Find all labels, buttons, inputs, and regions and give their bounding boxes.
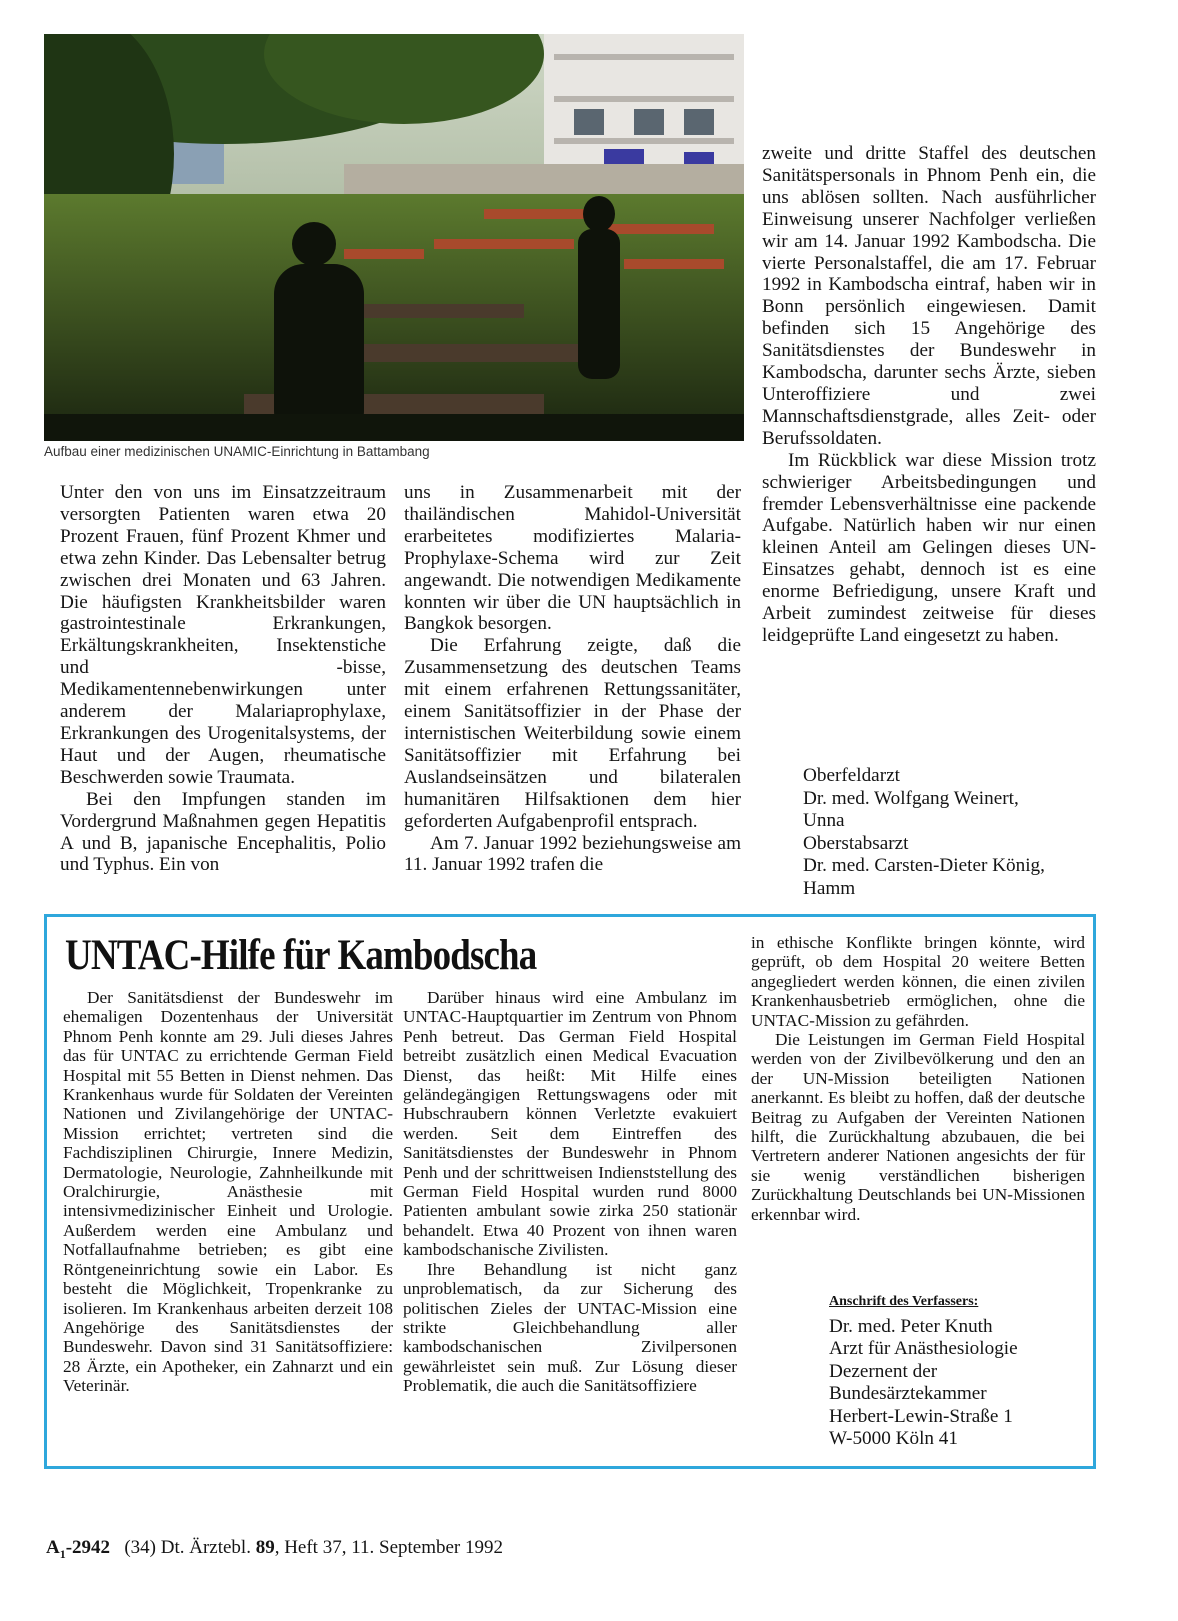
address-line: W-5000 Köln 41 — [829, 1428, 958, 1450]
signature-line: Dr. med. Wolfgang Weinert, — [803, 787, 1019, 809]
article-paragraph: zweite und dritte Staffel des deutschen Sanitätspersonals in Phnom Penh ein, die uns ablösen sollten. Nach ausführlicher Einweisung unserer Nachfolger verließen wir am 14. Januar 1992 Kambodscha. Die vierte Personalstaffel, die am 17. Februar 1992 in Kambodscha eintraf, haben wir in Bonn persönlich eingewiesen. Damit befinden sich 15 Angehörige des Sanitätsdienstes der Bundeswehr in Kambodscha, darunter sechs Ärzte, sieben Unteroffiziere und zwei Mannschaftsdienstgrade, alles Zeit- oder Berufssoldaten. — [762, 143, 1096, 449]
address-line: Bundesärztekammer — [829, 1383, 987, 1405]
signature-line: Dr. med. Carsten-Dieter König, — [803, 855, 1045, 877]
article-paragraph: Bei den Impfungen standen im Vordergrund Maßnahmen gegen Hepatitis A und B, japanische Encephalitis, Polio und Typhus. Ein von — [60, 788, 386, 876]
box-column-2 — [403, 988, 737, 1396]
article-paragraph: Unter den von uns im Einsatzzeitraum versorgten Patienten waren etwa 20 Prozent Frauen, fünf Prozent Khmer und etwa zehn Kinder. Das Lebensalter betrug zwischen drei Monaten und 63 Jahren. Die häufigsten Krankheitsbilder waren gastrointestinale Erkrankungen, Erkältungskrankheiten, Insektenstiche und -bisse, Medikamentennebenwirkungen unter anderem der Malariaprophylaxe, Erkrankungen des Urogenitalsystems, der Haut und der Augen, rheumatische Beschwerden sowie Traumata. — [60, 482, 386, 788]
article-paragraph: Im Rückblick war diese Mission trotz schwieriger Arbeitsbedingungen und fremder Lebensverhältnisse eine packende Aufgabe. Natürlich haben wir nur einen kleinen Anteil am Gelingen dieses UN-Einsatzes gehabt, dennoch ist es eine enorme Befriedigung, unsere Kraft und Arbeit zumindest zeitweise für dieses leidgeprüfte Land eingesetzt zu haben. — [762, 449, 1096, 646]
article-paragraph: uns in Zusammenarbeit mit der thailändischen Mahidol-Universität erarbeitetes modifiziertes Malaria-Prophylaxe-Schema wird zur Zeit angewandt. Die notwendigen Medikamente konnten wir über die UN hauptsächlich in Bangkok besorgen. — [404, 482, 741, 635]
journal-citation: (34) Dt. Ärztebl. — [124, 1537, 251, 1558]
box-paragraph: Darüber hinaus wird eine Ambulanz im UNTAC-Hauptquartier im Zentrum von Phnom Penh betreut. Das German Field Hospital betreibt zusätzlich einen Medical Evacuation Dienst, das heißt: Mit Hilfe eines geländegängigen Rettungswagens oder mit Hubschraubern können Verletzte evakuiert werden. Seit dem Eintreffen des Sanitätsdienstes der Bundeswehr in Phnom Penh und der schrittweisen Indienststellung des German Field Hospital wurden rund 8000 Patienten ambulant sowie zirka 250 stationär behandelt. Etwa 40 Prozent von ihnen waren kambodschanische Zivilisten. — [403, 988, 737, 1260]
article-column-1 — [60, 482, 386, 876]
address-line: Dezernent der — [829, 1360, 938, 1382]
box-column-1 — [63, 988, 393, 1396]
article-photo — [44, 34, 744, 441]
page-number: $A_1-2942$ — [46, 1537, 111, 1561]
signature-line: Oberstabsarzt — [803, 832, 909, 854]
author-signature — [803, 765, 1045, 901]
journal-volume: 89 — [255, 1537, 275, 1558]
address-line: Arzt für Anästhesiologie — [829, 1338, 1018, 1360]
signature-line: Hamm — [803, 877, 856, 899]
article-paragraph: Am 7. Januar 1992 beziehungsweise am 11. Januar 1992 trafen die — [404, 832, 741, 876]
box-title: UNTAC-Hilfe für Kambodscha — [65, 932, 537, 979]
journal-issue: , Heft 37, 11. September 1992 — [274, 1537, 504, 1558]
sidebar-box-untac — [44, 914, 1096, 1469]
address-heading: Anschrift des Verfassers: — [829, 1294, 979, 1309]
article-paragraph: Die Erfahrung zeigte, daß die Zusammensetzung des deutschen Teams mit einem erfahrenen Rettungssanitäter, einem Sanitätsoffizier in der Phase der internistischen Weiterbildung sowie einem Sanitätsoffizier mit Erfahrung bei Auslandseinsätzen und bilateralen humanitären Hilfsaktionen dem hier geforderten Aufgabenprofil entsprach. — [404, 635, 741, 832]
box-paragraph: Der Sanitätsdienst der Bundeswehr im ehemaligen Dozentenhaus der Universität Phnom Penh konnte am 29. Juli dieses Jahres das für UNTAC zu errichtende German Field Hospital mit 55 Betten in Dienst nehmen. Das Krankenhaus wurde für Soldaten der Vereinten Nationen und Zivilangehörige der UNTAC-Mission errichtet; vertreten sind die Fachdisziplinen Chirurgie, Innere Medizin, Dermatologie, Neurologie, Zahnheilkunde mit Oralchirurgie, Anästhesie mit intensivmedizinischer Einheit und Urologie. Außerdem werden eine Ambulanz und Notfallaufnahme betrieben; es gibt eine Röntgeneinrichtung sowie ein Labor. Es besteht die Möglichkeit, Tropenkranke zu isolieren. Im Krankenhaus arbeiten derzeit 108 Angehörige des Sanitätsdienstes der Bundeswehr. Davon sind 31 Sanitätsoffiziere: 28 Ärzte, ein Apotheker, ein Zahnarzt und ein Veterinär. — [63, 988, 393, 1396]
address-line: Herbert-Lewin-Straße 1 — [829, 1405, 1013, 1427]
signature-line: Oberfeldarzt — [803, 765, 900, 786]
signature-line: Unna — [803, 810, 845, 832]
address-line: Dr. med. Peter Knuth — [829, 1316, 993, 1337]
photo-caption: Aufbau einer medizinischen UNAMIC-Einrichtung in Battambang — [44, 444, 430, 459]
article-column-2 — [404, 482, 741, 876]
page-footer — [46, 1537, 503, 1562]
photo-scene-illustration — [44, 34, 744, 441]
box-column-3 — [751, 933, 1085, 1224]
box-paragraph: in ethische Konflikte bringen könnte, wird geprüft, ob dem Hospital 20 weitere Betten angegliedert werden können, die einen zivilen Krankenhausbetrieb ermöglichen, ohne die UNTAC-Mission zu gefährden. — [751, 933, 1085, 1030]
article-column-3 — [762, 143, 1096, 647]
box-paragraph: Ihre Behandlung ist nicht ganz unproblematisch, da zur Sicherung des politischen Zieles der UNTAC-Mission eine strikte Gleichbehandlung aller kambodschanischen Zivilpersonen gewährleistet sein muß. Zur Lösung dieser Problematik, die auch die Sanitätsoffiziere — [403, 1259, 737, 1396]
box-paragraph: Die Leistungen im German Field Hospital werden von der Zivilbevölkerung und den an der UN-Mission beteiligten Nationen anerkannt. Es bleibt zu hoffen, daß der deutsche Beitrag zu Aufgaben der Vereinten Nationen hilft, die Zurückhaltung abzubauen, die bei Vertretern anderer Nationen angesichts der für sie wenig verständlichen bisherigen Zurückhaltung Deutschlands bei UN-Missionen erkennbar wird. — [751, 1030, 1085, 1224]
author-address — [829, 1316, 1018, 1450]
